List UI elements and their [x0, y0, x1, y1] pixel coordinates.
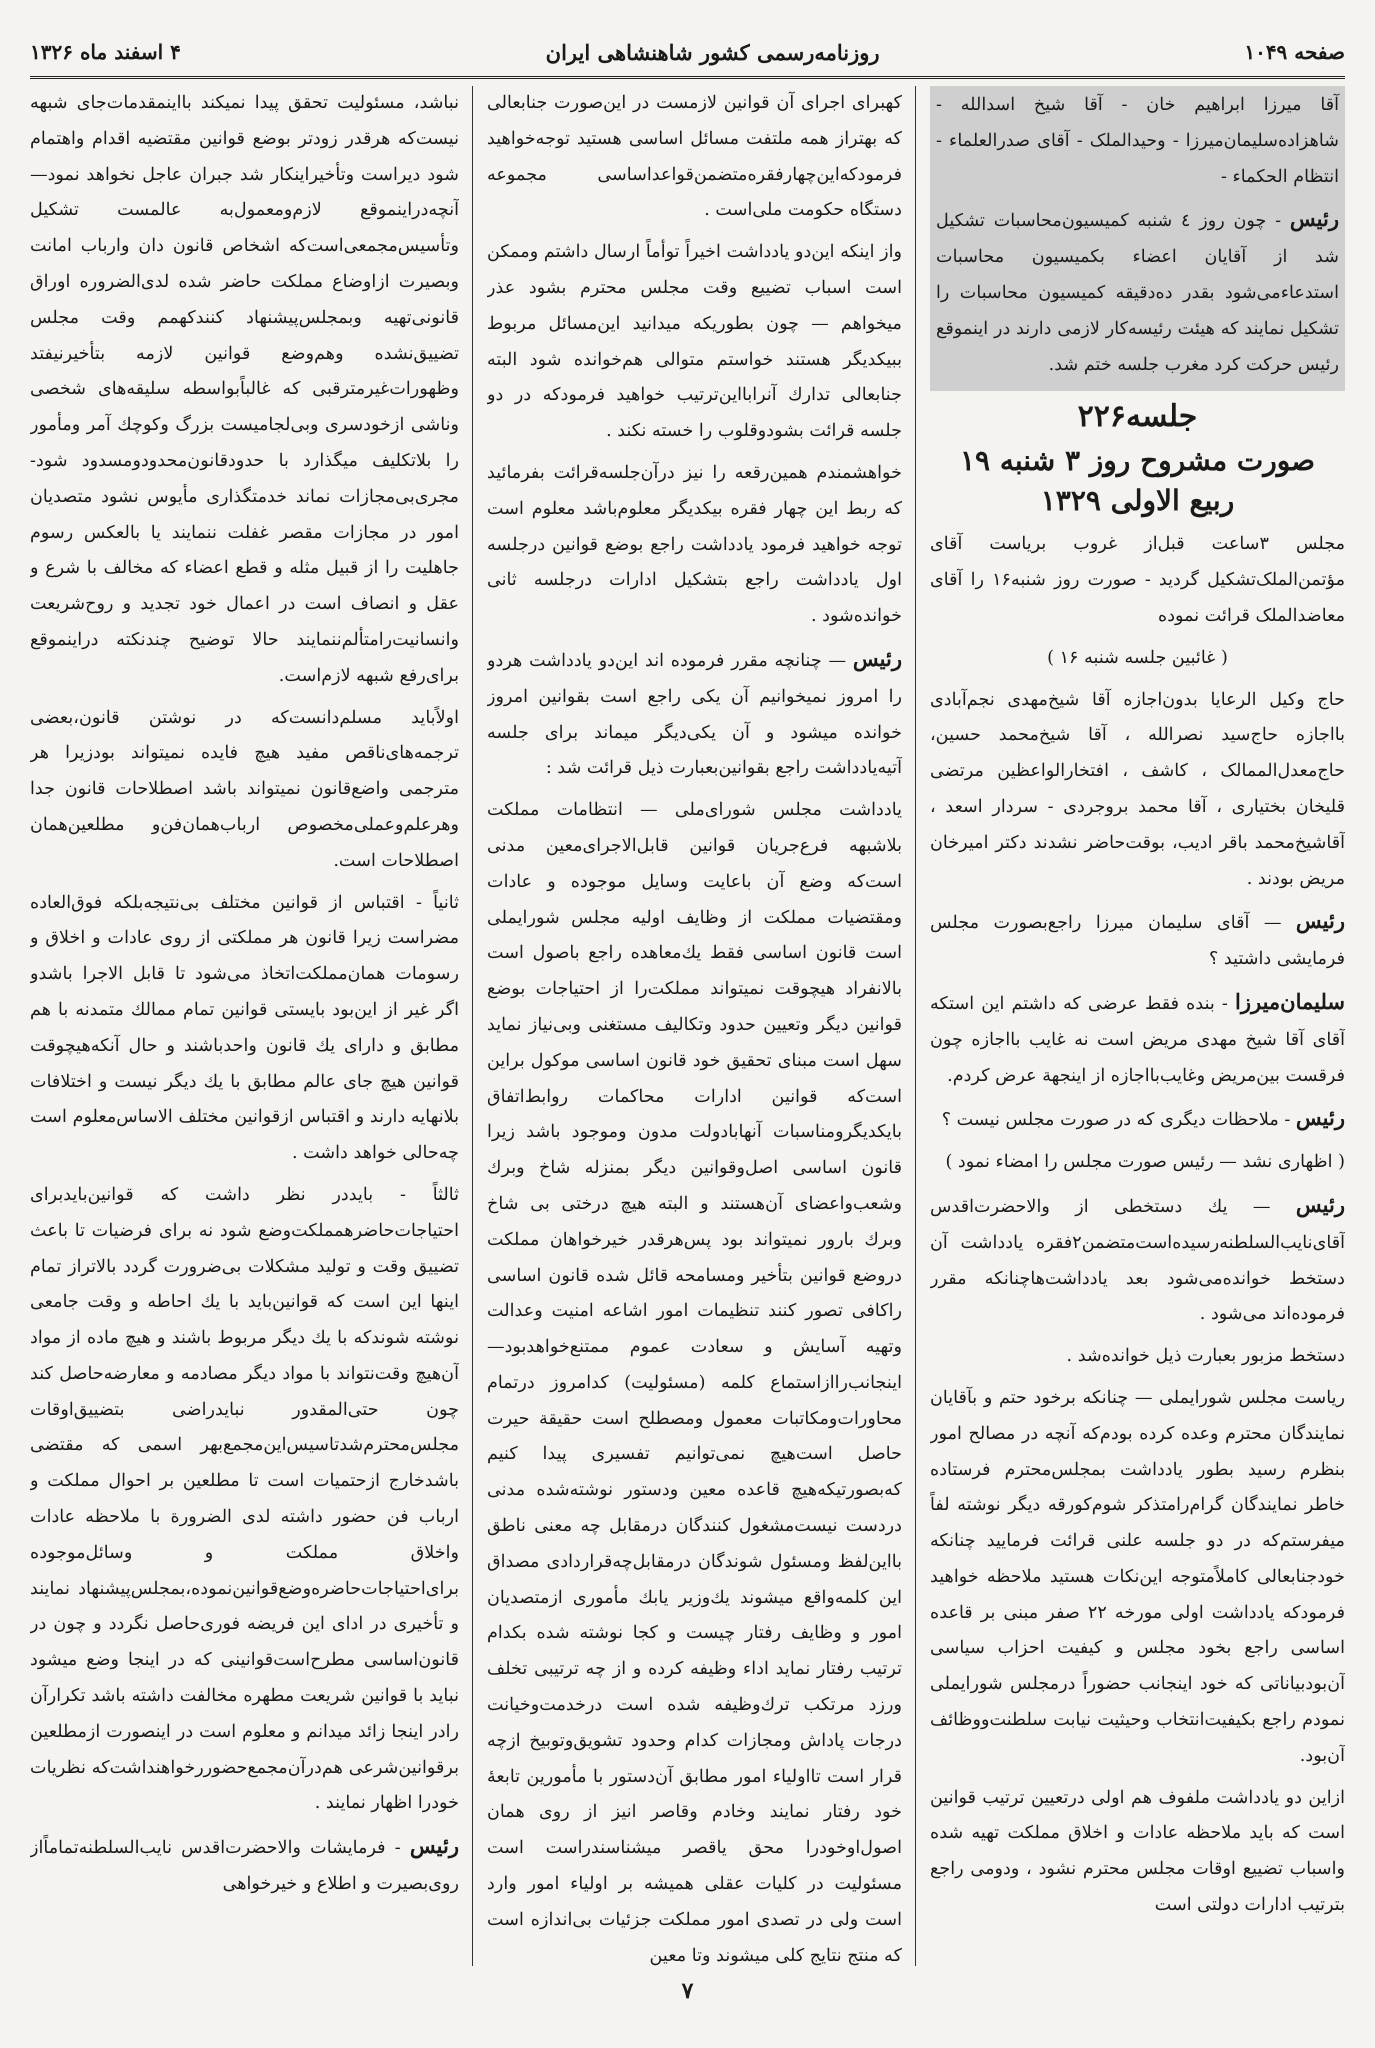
column-left [30, 86, 459, 1966]
issue-date: ۴ اسفند ماه ۱۳۲۶ [30, 40, 181, 64]
paragraph: یادداشت مجلس شورای‌ملی — انتظامات مملکت بلاشبهه فرع‌جریان قوانین قابل‌الاجرای‌معین مدنی است‌که وضع آن باعایت وسایل موجوده و عادات ومقتضیات مملکت از وظایف اولیه مجلس شورایملی است قانون اساسی فقط یك‌معاهده راجع باصول است بالانفراد هیچوقت نمیتواند مملکت‌را از احتیاجات بوضع قوانین دیگر وتعیین حدود وتکالیف مستغنی وبی‌نیاز نماید سهل است مبنای تحقیق خود قانون اساسی موکول براین است‌که قوانین ادارات محاکمات روابط‌اتفاق بایکدیگرومناسبات آنهابادولت مدون وموجود باشد زیرا قانون اساسی اصل‌وقوانین دیگر بمنزله شاخ وبرك وشعب‌واعضای آن‌هستند و البته هیچ درختی بی شاخ وبرك بارور نمیتواند بود پس‌هرقدر خیرخواهان مملکت دروضع قوانین بتأخیر ومسامحه قائل شده قانون اساسی راکافی تصور کنند تنظیمات امور اشاعه امنیت وعدالت وتهیه آسایش و سعادت عموم ممتنع‌خواهدبود— اینجانب‌رااز‌استماع کلمه (مسئولیت) کدامروز درتمام محاورات‌ومکاتبات معمول ومصطلح است حقیقة حیرت حاصل است‌هیچ نمی‌توانیم تفسیری پیدا کنیم که‌بصورتیکه‌هیچ قاعده معین ودستور نوشته‌شده مدنی دردست نیست‌مشغول کنندگان درمقابل چه معنی ناطق بااین‌لفظ ومسئول شوندگان درمقابل‌چه‌قراردادی مصداق این کلمه‌واقع میشوند یك‌وزیر یابك مأموری ازمتصدیان امور و وظایف رفتار چیست و کجا نوشته شده بکدام ترتیب رفتار نماید اداء وظیفه کرده و از چه ترتیبی تخلف ورزد مرتکب ترك‌وظیفه شده است درخدمت‌وخیانت درجات پاداش ومجازات کدام وحدود تشویق‌وتوبیخ ازچه قرار است تااولیاء امور مطابق آن‌دستور با مأمورین تابعهٔ خود رفتار نمایند وخادم وقاصر انیز از روی همان اصول‌اوخودرا محق یاقصر میشناسند‌راست است مسئولیت در کلیات عقلی همیشه بر اولیاء امور وارد است ولی در تصدی امور مملکت جزئیات بی‌اندازه است که منتج نتایج کلی میشوند وتا معین [487, 800, 902, 1966]
paragraph: کهبرای اجرای آن قوانین لازمست در این‌صورت جنابعالی که بهتراز همه ملتفت مسائل اساسی هستید توجه‌خواهید فرمودکه‌این‌چهارفقره‌متضمن‌قواعداساسی مجموعه دستگاه حکومت ملی‌است . [487, 93, 902, 221]
paragraph: نباشد، مسئولیت تحقق پیدا نمیکند بااینمقدمات‌جای شبهه نیست‌که هرقدر زودتر بوضع قوانین مقتضیه اقدام واهتمام شود دیراست وتأخیراینکار شد جبران عاجل نخواهد نمود— آنچه‌دراینموقع لازم‌ومعمول‌به عالمست تشکیل وتأسیس‌مجمعی‌است‌که اشخاص قانون دان وارباب امانت وبصیرت ازاوضاع مملکت حاضر شده لدی‌الضروره اوراق قانونی‌تهیه وبمجلس‌پیشنهاد کنندکهمم وقت مجلس تضییق‌نشده وهم‌وضع قوانین لازمه بتأخیرنیفتد وظهورات‌غیرمترقبی که غالباًبواسطه سلیقه‌های شخصی وناشی ازخودسری وبی‌لجامیست بزرگ وکوچك آمر ومأمور را بلاتکلیف میگذارد با حدودقانون‌محدودومسدود شود- مجری‌بی‌مجازات نماند خدمتگذاری مأیوس نشود متصدیان امور در مجازات مقصر غفلت ننمایند یا بالعکس رسوم جاهلیت را از قبیل مثله و قطع اعضاء که مخالف با شرع و عقل و انصاف است در اعمال خود تجدید و روح‌شریعت وانسانیت‌رامتألم‌ننمایند حالا توضیح چندنکته دراینموقع برای‌رفع شبهه لازم‌است. [30, 93, 459, 686]
speech: سلیمان‌میرزا - بنده فقط عرضی که داشتم این استکه آقای آقا شیخ مهدی مریض است نه غایب بااجازه چون فرقست بین‌مریض وغایب‌بااجازه از اینجهة عرض کردم. [930, 988, 1345, 1086]
session-number: جلسه۲۲۶ [1077, 399, 1198, 435]
paragraph: خواهشمندم همین‌رقعه را نیز در‌آن‌جلسه‌قرائت بفرمائید که ربط این چهار فقره بیکدیگر معلوم‌باشد معلوم است توجه خواهید فرمود یادداشت راجع بوضع قوانین درجلسه اول یادداشت راجع بتشکیل ادارات درجلسه ثانی خوانده‌شود . [487, 462, 902, 627]
paragraph: اولاًباید مسلم‌دانست‌که در نوشتن قانون،بعضی ترجمه‌های‌ناقص مفید هیچ فایده نمیتواند بودزیرا هر مترجمی واضع‌قانون نمیتواند باشد اصطلاحات قانون جدا وهرعلم‌وعملی‌مخصوص ارباب‌همان‌فن‌و مطلعین‌همان اصطلاحات است. [30, 707, 459, 871]
column-divider [472, 86, 473, 1966]
page-header [30, 30, 1345, 74]
session-heading: صورت مشروح روز ۳ شنبه ۱۹ ربیع الاولی ۱۳۲۹ [960, 444, 1315, 518]
header-rule [30, 76, 1345, 79]
paragraph: دستخط مزبور بعبارت ذیل خوانده‌شد . [1066, 1346, 1345, 1367]
column-right [930, 86, 1345, 1966]
previous-session-box [930, 86, 1345, 391]
closing-paragraph: رئیس - چون روز ٤ شنبه کمیسیون‌محاسبات تشکیل شد از آقایان اعضاء بکمیسیون محاسبات استدعاءمی‌شود بقدر ده‌دقیقه کمیسیون محاسبات را تشکیل نمایند که هیئت رئیسه‌کار لازمی دارند در اینموقع رئیس حرکت کرد مغرب جلسه ختم شد. [936, 206, 1340, 375]
paragraph: ( اظهاری نشد — رئیس صورت مجلس را امضاء نمود ) [945, 1152, 1345, 1173]
speech: رئیس - فرمایشات والاحضرت‌اقدس نایب‌السلطنه‌تماماًاز روی‌بصیرت و اطلاع و خیرخواهی [30, 1833, 459, 1895]
paragraph: ثالثاً - بایددر نظر داشت که قوانین‌بایدبرای احتیاجات‌حاضرهمملکت‌وضع شود نه برای فرضیات تا باعث تضییق وقت و تولید مشکلات بی‌ضرورت گردد بالاتراز تمام اینها این است که قوانین‌باید با یك احاطه و وقت جامعی نوشته شوندکه با یك دیگر مربوط باشند و هیچ ماده از مواد آن‌هیچ وقت‌نتواند با مواد دیگر مصادمه و معارضه‌حاصل کند چون حتی‌المقدور نبایدراضی بتضییق‌اوقات مجلس‌محترم‌شد‌تاسیس‌این‌مجمع‌بهر اسمی که مقتضی باشدخارج ازحتمیات است تا مطلعین بر احوال مملکت و ارباب فن حضور داشته لدی الضرورة با ملاحظه عادات واخلاق مملکت و وسائل‌موجوده برای‌احتیاجات‌حاضره‌وضع‌قوانین‌نموده،بمجلس‌پیشنهاد نمایند و تأخیری در ادای این فریضه فوری‌حاصل نگردد و چون در قانون‌اساسی مطرح‌است‌قوانینی که در اینجا وضع میشود نباید با قوانین شریعت مطهره مخالفت داشته باشد تکرارآن رادر اینجا زائد میدانم و معلوم است در اینصورت ازمطلعین برقوانین‌شرعی هم‌درآن‌مجمع‌حضوررخواهنداشت‌که نظریات خودرا اظهار نمایند . [30, 1184, 459, 1814]
page-label: صفحه ۱۰۴۹ [1244, 40, 1345, 64]
paragraph: ازاین دو یادداشت ملفوف هم اولی در‌تعیین ترتیب قوانین است که باید ملاحظه عادات و اخلاق مملکت تهیه شده واسباب تضییع اوقات مجلس محترم نشود ، ودومی راجع بترتیب ادارات دولتی است [930, 1787, 1345, 1916]
speech: رئیس — یك دستخطی از والاحضرت‌اقدس آقای‌نایب‌السلطنه‌رسیده‌است‌متضمن۲فقره یادداشت آن دستخط خوانده‌می‌شود بعد یادداشت‌ها‌چنانکه مقرر فرموده‌اند می‌شود . [930, 1191, 1345, 1325]
paragraph: ریاست مجلس شورایملی — چنانکه برخود حتم و بآقایان نمایندگان محترم وعده کرده بودم‌که آنچه در مصالح امور بنظرم رسید بطور یادداشت بمجلس‌محترم فرستاده خاطر نمایندگان گرام‌رامتذکر شوم‌کورقه دیگر نوشته لفاً میفرستم‌که در دو جلسه علنی قرائت فرمایید چنانکه خودجنابعالی کاملاًمتوجه این‌نکات هستید ملاحظه خواهید فرمودکه یادداشت اولی مورخه ۲۲ صفر مبنی بر قاعده اساسی راجع بخود مجلس و کیفیت احزاب سیاسی آن‌بودبیاناتی که خود اینجانب حضوراً درمجلس شورایملی نمودم راجع بکیفیت‌انتخاب وحیثیت نیابت سلطنت‌ووظائف آن‌بود. [930, 1387, 1345, 1766]
paragraph: واز اینکه این‌دو یادداشت اخیراً توأماً ارسال داشتم وممکن است اسباب تضییع وقت مجلس محترم بشود عذر میخواهم — چون بطوریکه میدانید این‌مسائل مربوط ببیکدیگر هستند خواستم متوالی هم‌خوانده شود البته جنابعالی تدارك آنرابااین‌ترتیب خواهید فرمودکه در دو جلسه قرائت بشودوقلوب را خسته نکند . [487, 242, 902, 442]
absentees-title: ( غائبین جلسه شنبه ۱۶ ) [1047, 647, 1228, 668]
paragraph: ثانیاً - اقتباس از قوانین مختلف بی‌نتیجه‌بلکه فوق‌العاده مضراست زیرا قانون هر مملکتی از روی عادات و اخلاق و رسومات همان‌مملکت‌اتخاذ می‌شود تا قابل الاجرا باشدو اگر غیر از این‌بود بایستی قوانین تمام ممالك متمدنه با هم مطابق و دارای یك قانون واحدباشند و حال آنکه‌هیچوقت قوانین هیچ جای عالم مطابق با یك دیگر نیست و اختلافات بلانهایه دارند و اقتباس ازقوانین مختلف الاساس‌معلوم است چه‌حالی خواهد داشت . [30, 892, 459, 1164]
attendee-list: آقا میرزا ابراهیم خان - آقا شیخ اسدالله - شاهزاده‌سلیمان‌میرزا - وحیدالملک - آقای صدرالعلماء - انتظام الحکماء - [936, 95, 1339, 187]
speech: رئیس — آقای سلیمان میرزا راجع‌بصورت مجلس فرمایشی داشتید ؟ [930, 908, 1345, 970]
absentees-list: حاج وکیل الرعایا بدون‌اجازه آقا شیخ‌مهدی نجم‌آبادی بااجازه حاج‌سید نصرالله ، آقا شیخ‌محمد حسین، حاج‌معدل‌الممالک ، کاشف ، افتخارالواعظین مرتضی قلیخان بختیاری ، آقا محمد بروجردی - سردار اسعد ، آقاشیخ‌محمد باقر ادیب، بوقت‌حاضر نشدند دکتر امیرخان مریض بودند . [930, 689, 1345, 889]
paragraph: مجلس ۳ساعت قبل‌از غروب بریاست آقای مؤتمن‌الملک‌تشکیل گردید - صورت روز شنبه۱۶ را آقای معاضدالملک قرائت نموده [930, 534, 1345, 626]
speech: رئیس — چنانچه مقرر فرموده اند این‌دو یادداشت هردو را امروز نمیخوانیم آن یکی راجع است بقوانین امروز خوانده میشود و آن یکی‌دیگر میماند برای جلسه آتیه‌یادداشت راجع بقوانین‌بعبارت ذیل قرائت شد : [487, 645, 902, 779]
page-number: ۷ [681, 1978, 694, 2004]
column-middle [487, 86, 902, 1966]
newspaper-page [30, 30, 1345, 2018]
newspaper-title: روزنامه‌رسمی کشور شاهنشاهی ایران [545, 39, 880, 65]
speech: رئیس - ملاحظات دیگری که در صورت مجلس نیست ؟ [941, 1105, 1345, 1131]
column-divider [915, 86, 916, 1966]
